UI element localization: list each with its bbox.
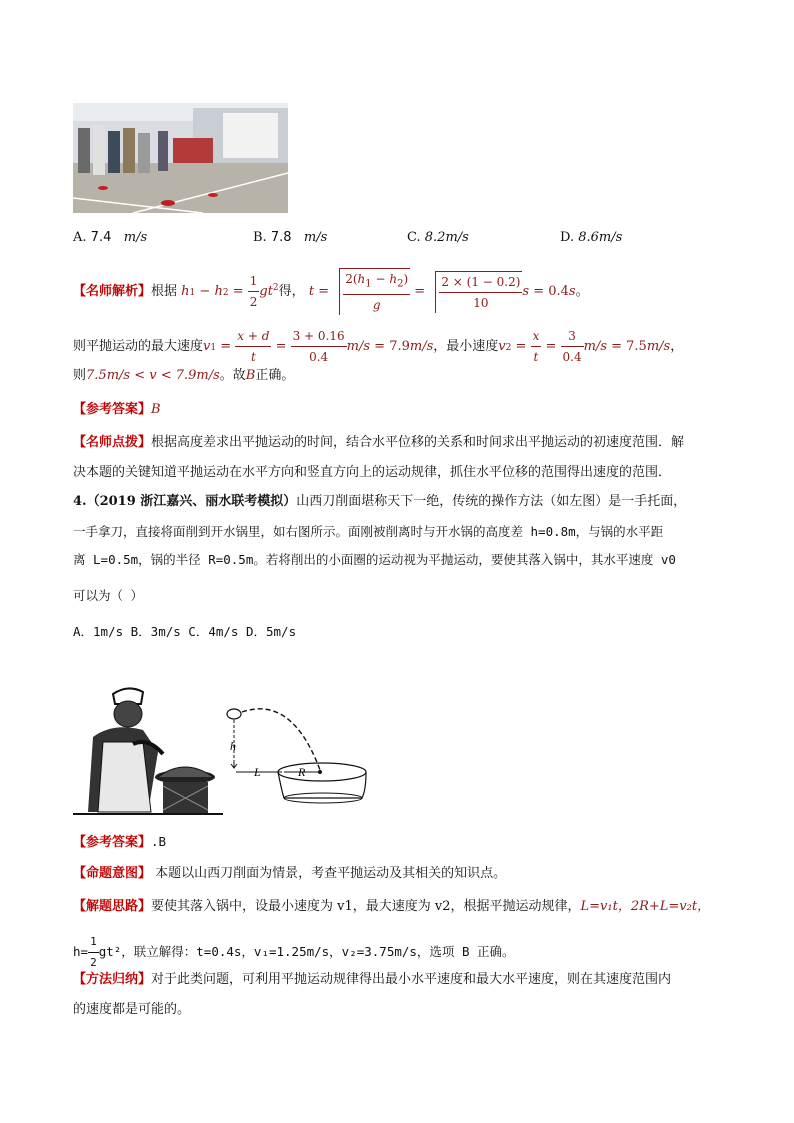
exhibition-photo xyxy=(73,103,288,213)
q4-idea-line1: 【解题思路】要使其落入锅中，设最小速度为 v1，最大速度为 v2，根据平抛运动规律，L=v₁t，2R+L=v₂t， xyxy=(73,899,711,914)
q4-line1: 4.（2019 浙江嘉兴、丽水联考模拟）山西刀削面堪称天下一绝，传统的操作方法（如左图）是一手托面， xyxy=(73,494,687,509)
q3-tip-line2: 决本题的关键知道平抛运动在水平方向和竖直方向上的运动规律，抓住水平位移的范围得出速度的范围． xyxy=(73,465,672,480)
q4-method-line2: 的速度都是可能的。 xyxy=(73,1002,191,1017)
q4-line2: 一手拿刀，直接将面削到开水锅里，如右图所示。面刚被削离时与开水锅的高度差 h=0.8m，与锅的水平距 xyxy=(73,524,664,539)
q3-analysis-line3: 则7.5m/s < v < 7.9m/s。故B正确。 xyxy=(73,368,295,383)
diagram-label-r: R xyxy=(298,765,306,779)
q4-options: A．1m/s B．3m/s C．4m/s D．5m/s xyxy=(73,624,297,639)
q3-option-b: B. 7.8 m/s xyxy=(253,230,328,245)
q3-analysis-line2: 则平抛运动的最大速度v1 = $\frac{x + d}{t}$ = $\frac{3 + 0.16}{0.4}$ m/s = 7.9m/s，最小速度v2 = $\frac{x}{t}$ = $\frac{3}{0.4}$ m/s = 7.5m/s， xyxy=(73,326,683,367)
q3-tip-line1: 【名师点拨】根据高度差求出平抛运动的时间，结合水平位移的关系和时间求出平抛运动的初速度范围．解 xyxy=(73,435,685,450)
q4-line3: 离 L=0.5m，锅的半径 R=0.5m。若将削出的小面圈的运动视为平抛运动，要使其落入锅中，其水平速度 v0 xyxy=(73,552,676,567)
q4-method-line1: 【方法归纳】对于此类问题，可利用平抛运动规律得出最小水平速度和最大水平速度，则在其速度范围内 xyxy=(73,972,672,987)
noodle-chef-illustration xyxy=(73,682,223,818)
trajectory-diagram xyxy=(222,700,372,810)
q3-option-d: D. 8.6m/s xyxy=(560,230,623,245)
q3-option-c: C. 8.2m/s xyxy=(407,230,469,245)
q3-option-a: A. 7.4 m/s xyxy=(73,230,148,245)
q3-answer: 【参考答案】B xyxy=(73,402,161,417)
diagram-label-h: h xyxy=(230,739,236,753)
q3-analysis-line1: 【名师解析】根据 h1 − h2 = $\frac{1}{2}$ $gt^2$得， t = $\frac{2(h_1 - h_2)}{g}$ = $\frac{2 \times (1 - 0.2)}{10}$ s = 0.4s。 xyxy=(73,268,589,315)
q4-intent: 【命题意图】 本题以山西刀削面为情景，考查平抛运动及其相关的知识点。 xyxy=(73,866,507,881)
q4-line4: 可以为（ ） xyxy=(73,588,144,603)
q4-answer: 【参考答案】.B xyxy=(73,834,167,850)
q4-idea-line2: h= $\frac{1}{2}$ gt²，联立解得：t=0.4s，v₁=1.25m/s，v₂=3.75m/s，选项 B 正确。 xyxy=(73,932,515,973)
diagram-label-l: L xyxy=(254,765,261,779)
